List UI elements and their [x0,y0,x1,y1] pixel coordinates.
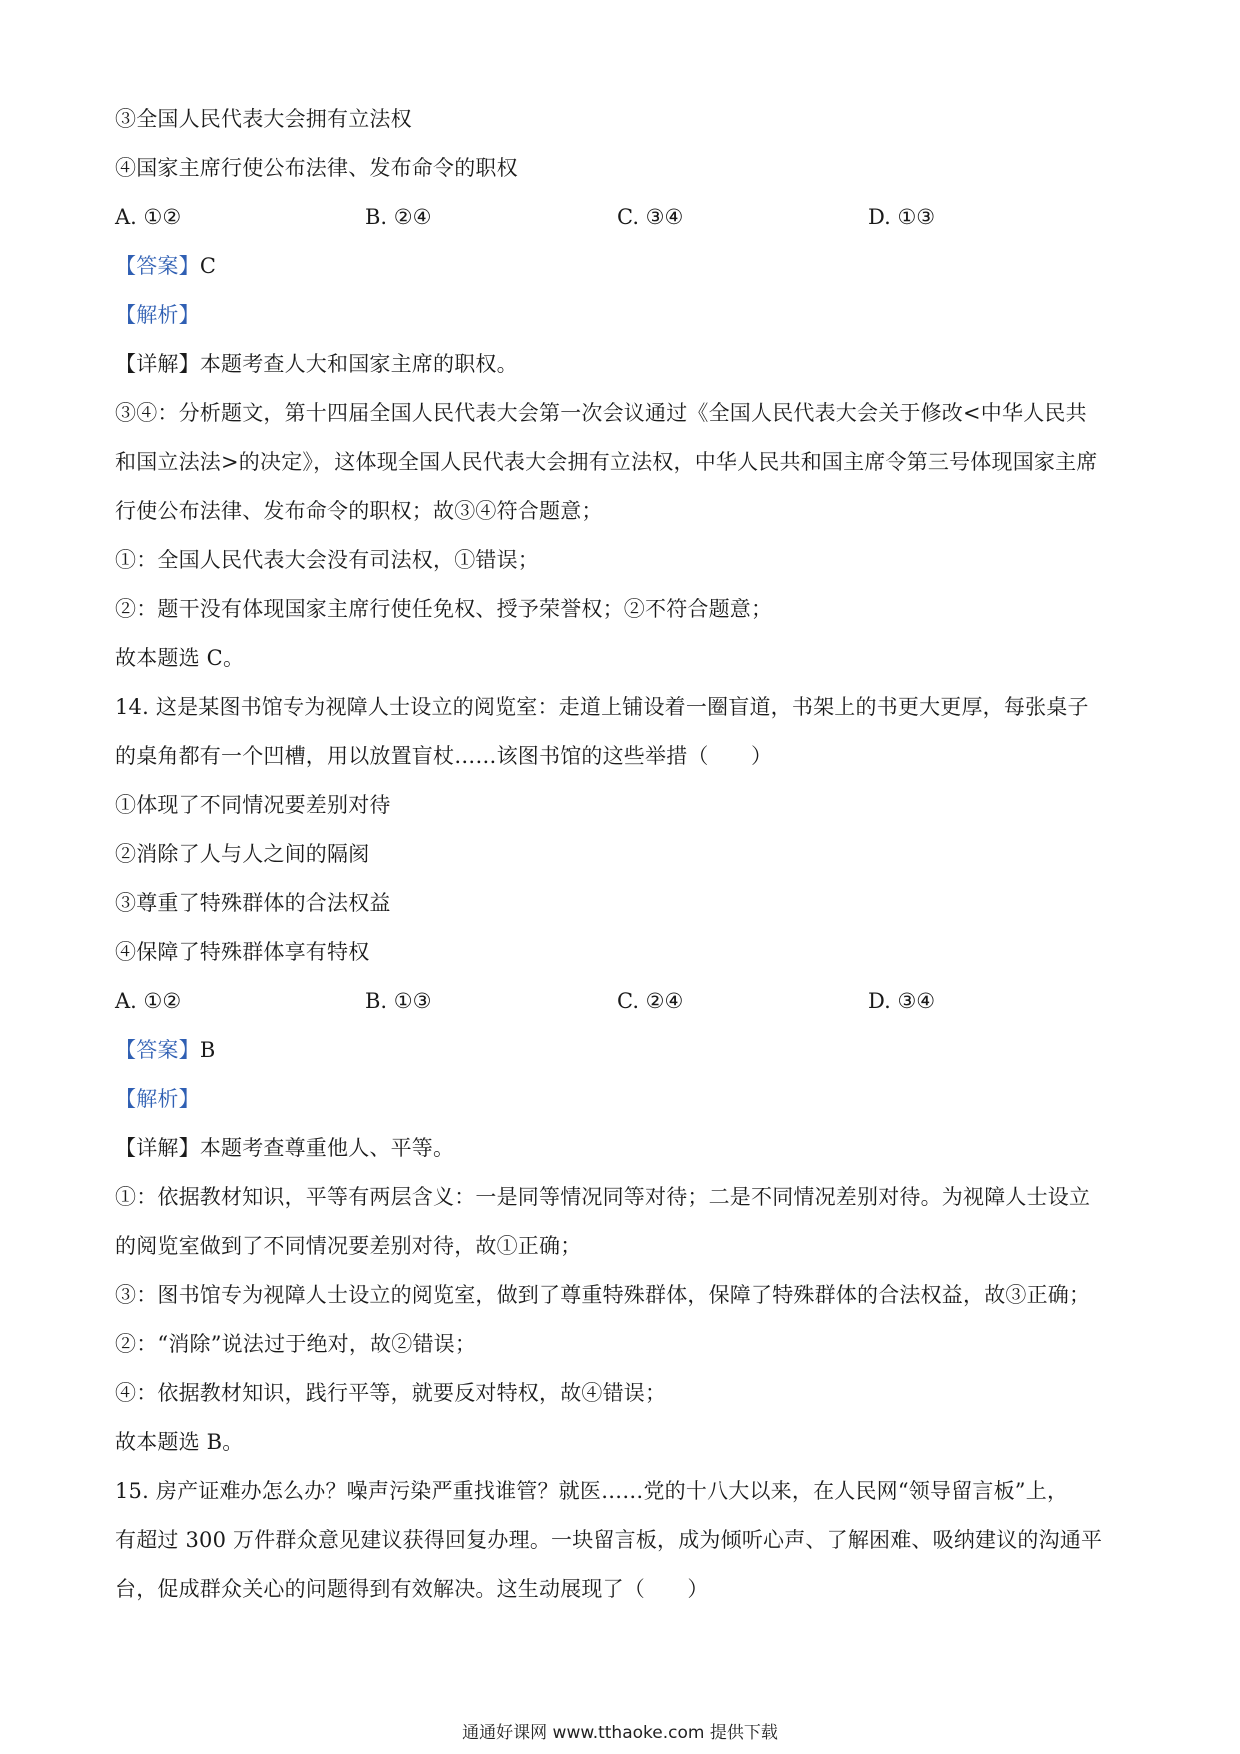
q14-option-b: B. ①③ [365,989,432,1013]
q15-stem-line: 有超过 300 万件群众意见建议获得回复办理。一块留言板，成为倾听心声、了解困难、吸纳建议的沟通平 [115,1528,1103,1552]
q13-option-d: D. ①③ [868,205,936,229]
q13-explain-line: 行使公布法律、发布命令的职权；故③④符合题意； [115,499,603,523]
detail-tag: 【详解】 [115,352,200,376]
q14-explain-line: ③：图书馆专为视障人士设立的阅览室，做到了尊重特殊群体，保障了特殊群体的合法权益，故③正确； [115,1283,1091,1307]
q13-answer [115,251,1125,281]
q14-stem-line: 的桌角都有一个凹槽，用以放置盲杖……该图书馆的这些举措（ ） [115,744,773,768]
answer-value: C [199,254,217,278]
detail-text: 本题考查人大和国家主席的职权。 [199,352,518,376]
q14-option-d: D. ③④ [868,989,936,1013]
q13-detail [115,349,1125,379]
q14-answer [115,1035,1125,1065]
q13-explain-line: 和国立法法>的决定》，这体现全国人民代表大会拥有立法权，中华人民共和国主席令第三号体现国家主席 [115,450,1098,474]
q15-stem-line: 15. 房产证难办怎么办？噪声污染严重找谁管？就医……党的十八大以来，在人民网“领导留言板”上， [115,1479,1069,1503]
detail-tag: 【详解】 [115,1136,200,1160]
q14-item-3: ③尊重了特殊群体的合法权益 [115,891,391,915]
q14-detail [115,1133,1125,1163]
q14-analysis-heading [115,1084,1125,1114]
page-footer: 通通好课网 www.tthaoke.com 提供下载 [462,1723,778,1743]
q14-item-4: ④保障了特殊群体享有特权 [115,940,370,964]
answer-value: B [199,1038,216,1062]
q13-analysis-heading [115,300,1125,330]
q14-stem-line: 14. 这是某图书馆专为视障人士设立的阅览室：走道上铺设着一圈盲道，书架上的书更大更厚，每张桌子 [115,695,1089,719]
q14-option-c: C. ②④ [617,989,684,1013]
analysis-tag: 【解析】 [115,1087,200,1111]
q14-item-2: ②消除了人与人之间的隔阂 [115,842,370,866]
q14-explain-line: ④：依据教材知识，践行平等，就要反对特权，故④错误； [115,1381,667,1405]
q13-item-4: ④国家主席行使公布法律、发布命令的职权 [115,156,518,180]
analysis-tag: 【解析】 [115,303,200,327]
q14-explain-line: ①：依据教材知识，平等有两层含义：一是同等情况同等对待；二是不同情况差别对待。为视障人士设立 [115,1185,1091,1209]
q14-explain-line: ②：“消除”说法过于绝对，故②错误； [115,1332,477,1356]
q13-item-3: ③全国人民代表大会拥有立法权 [115,107,412,131]
q13-option-c: C. ③④ [617,205,684,229]
q14-explain-line: 的阅览室做到了不同情况要差别对待，故①正确； [115,1234,582,1258]
q15-stem-line: 台，促成群众关心的问题得到有效解决。这生动展现了（ ） [115,1577,709,1601]
detail-text: 本题考查尊重他人、平等。 [199,1136,455,1160]
q13-option-a: A. ①② [115,205,182,229]
q13-conclusion: 故本题选 C。 [115,646,245,670]
answer-tag: 【答案】 [115,1038,200,1062]
q13-explain-line: ③④：分析题文，第十四届全国人民代表大会第一次会议通过《全国人民代表大会关于修改<中华人民共 [115,401,1087,425]
q13-explain-line: ②：题干没有体现国家主席行使任免权、授予荣誉权；②不符合题意； [115,597,773,621]
q13-option-b: B. ②④ [365,205,432,229]
q14-item-1: ①体现了不同情况要差别对待 [115,793,391,817]
q13-explain-line: ①：全国人民代表大会没有司法权，①错误； [115,548,539,572]
answer-tag: 【答案】 [115,254,200,278]
q14-option-a: A. ①② [115,989,182,1013]
q14-conclusion: 故本题选 B。 [115,1430,244,1454]
